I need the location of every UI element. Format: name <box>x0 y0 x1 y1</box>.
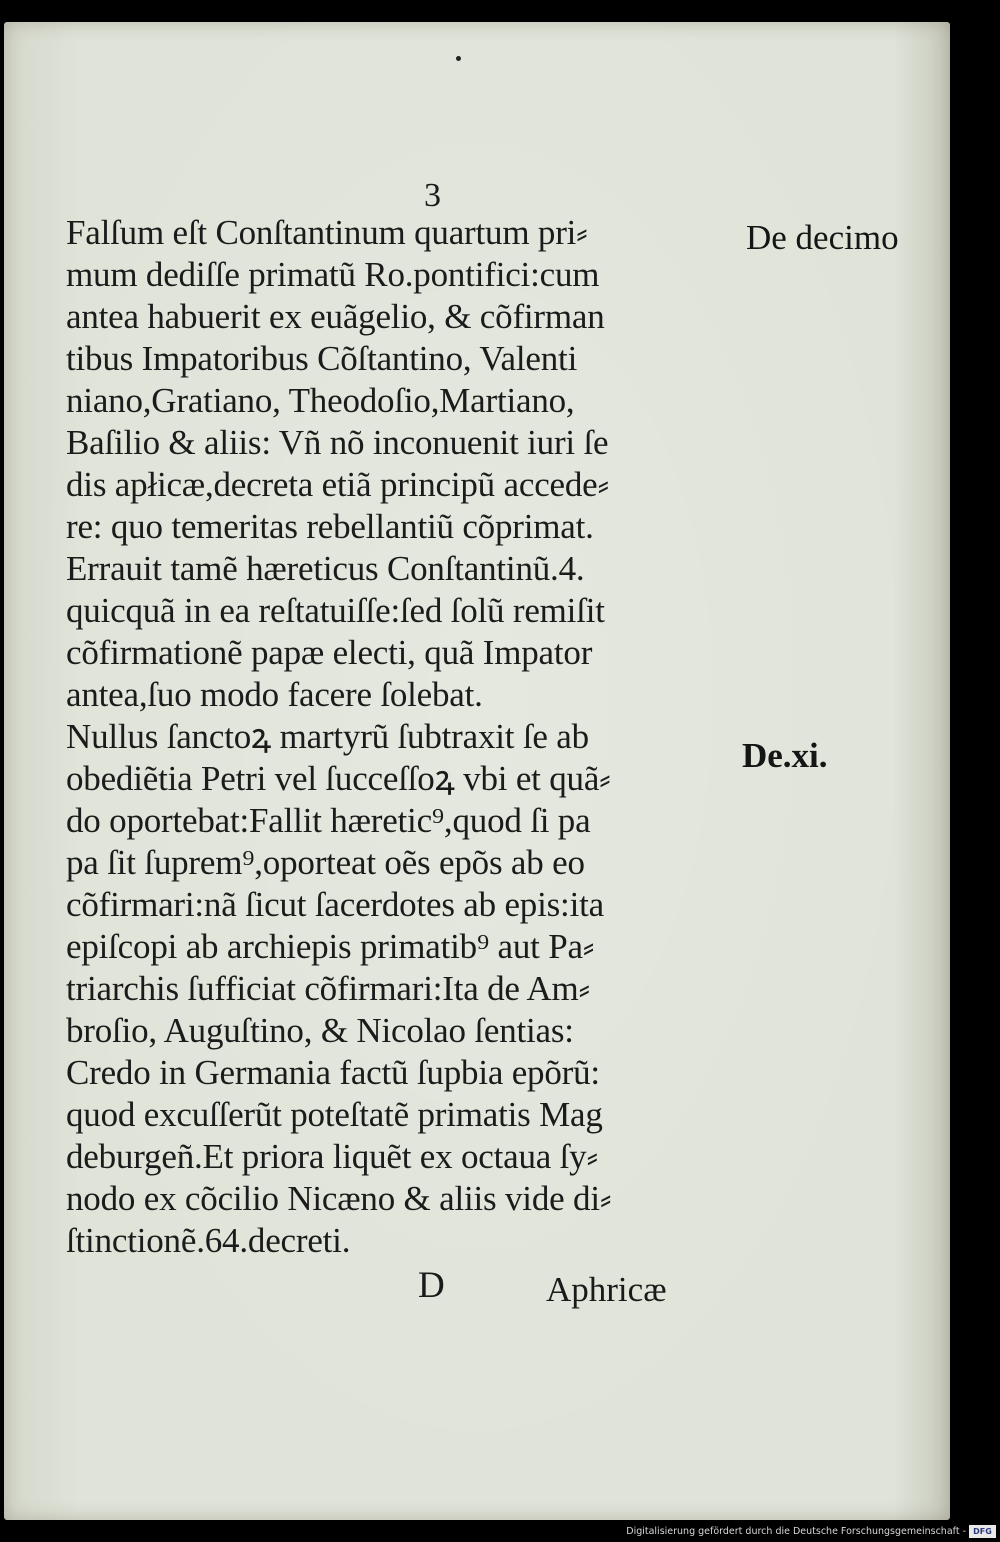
text-line: ſtinctionẽ.64.decreti. <box>66 1221 351 1260</box>
text-line: Baſilio & aliis: Vñ nõ inconuenit iuri ſe <box>66 423 609 462</box>
body-text <box>66 212 746 1262</box>
text-line: Credo in Germania factũ ſupbia epõrũ: <box>66 1053 600 1092</box>
text-line: cõfirmationẽ papæ electi, quã Impator <box>66 633 593 672</box>
text-line: Nullus ſanctoꝝ martyrũ ſubtraxit ſe ab <box>66 717 589 756</box>
text-line: antea,ſuo modo facere ſolebat. <box>66 675 483 714</box>
text-line: broſio, Auguſtino, & Nicolao ſentias: <box>66 1011 574 1050</box>
text-line: triarchis ſufficiat cõfirmari:Ita de Am⸗ <box>66 969 590 1008</box>
text-line: quod excuſſerũt poteſtatẽ primatis Mag <box>66 1095 603 1134</box>
ink-dot <box>456 56 461 61</box>
text-line: nodo ex cõcilio Nicæno & aliis vide di⸗ <box>66 1179 612 1218</box>
text-line: antea habuerit ex euãgelio, & cõfirman <box>66 297 605 336</box>
text-line: niano,Gratiano, Theodoſio,Martiano, <box>66 381 575 420</box>
text-line: quicquã in ea reſtatuiſſe:ſed ſolũ remiſit <box>66 591 605 630</box>
margin-note-de-xi: De.xi. <box>742 736 828 775</box>
text-line: re: quo temeritas rebellantiũ cõprimat. <box>66 507 594 546</box>
text-line: mum dediſſe primatũ Ro.pontifici:cum <box>66 255 600 294</box>
dfg-logo: DFG <box>969 1525 996 1538</box>
digitization-credit: Digitalisierung gefördert durch die Deutsche Forschungsgemeinschaft - <box>626 1526 966 1537</box>
text-line: do oportebat:Fallit hæretic⁹,quod ſi pa <box>66 801 591 840</box>
page-number: 3 <box>424 177 441 214</box>
text-line: dis apłicæ,decreta etiã principũ accede⸗ <box>66 465 609 504</box>
text-line: pa ſit ſuprem⁹,oporteat oẽs epõs ab eo <box>66 843 585 882</box>
text-line: deburgeñ.Et priora liquẽt ex octaua ſy⸗ <box>66 1137 598 1176</box>
book-page <box>4 22 950 1520</box>
margin-note-de-decimo: De decimo <box>746 218 899 257</box>
text-line: tibus Impatoribus Cõſtantino, Valenti <box>66 339 578 378</box>
text-line: Falſum eſt Conſtantinum quartum pri⸗ <box>66 213 588 252</box>
signature-mark: D <box>418 1265 445 1306</box>
text-line: Errauit tamẽ hæreticus Conſtantinũ.4. <box>66 549 585 588</box>
catchword: Aphricæ <box>546 1270 667 1309</box>
text-line: cõfirmari:nã ſicut ſacerdotes ab epis:ita <box>66 885 604 924</box>
text-line: epiſcopi ab archiepis primatib⁹ aut Pa⸗ <box>66 927 595 966</box>
text-line: obediẽtia Petri vel ſucceſſoꝝ vbi et quã⸗ <box>66 759 611 798</box>
